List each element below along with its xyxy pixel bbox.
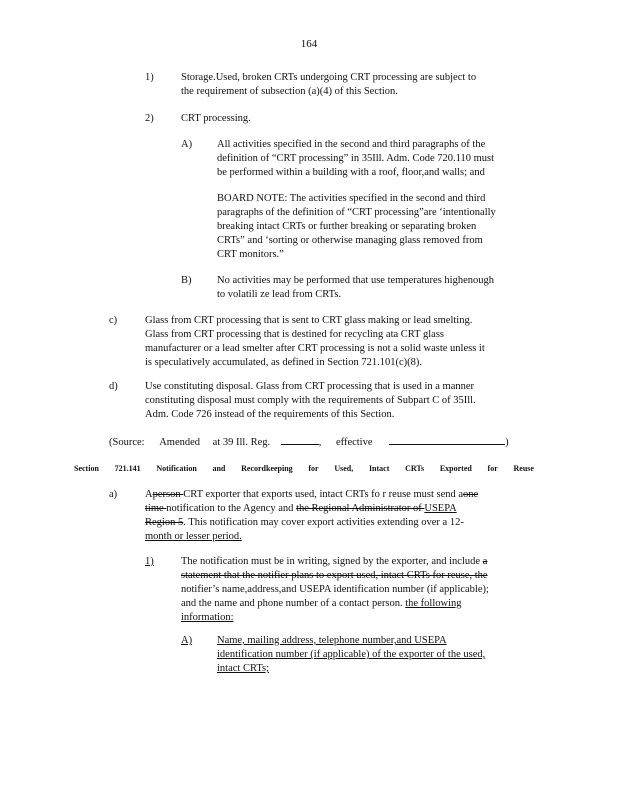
item-2b-label: B) [181,275,192,286]
source-effective: effective [335,437,373,448]
inserted-text: month or lesser period. [145,531,242,542]
heading-word: Used, [334,464,354,473]
text-line: No activities may be performed that use temperatures highenough [217,275,494,286]
text-line: notifier’s name,address,and USEPA identification number (if applicable); [181,584,489,595]
heading-word: and [212,464,226,473]
text-line [181,611,537,625]
deleted-text: person [152,489,184,500]
text-line [181,555,537,569]
text-line: Adm. Code 726 instead of the requirements of this Section. [145,409,395,420]
heading-word: Section [74,464,99,473]
item-a-text [145,488,540,544]
text-line: definition of “CRT processing” in 35Ill. Adm. Code 720.110 must [217,153,495,164]
text-line: identification number (if applicable) of the exporter of the used, [217,649,486,660]
deleted-text: a [482,556,488,567]
item-2a-text [217,138,527,180]
deleted-text: time [145,503,167,514]
item-2-label: 2) [145,113,154,124]
text-run: . This notification may cover export activities extending over a 12- [183,517,464,528]
text-line: be performed within a building with a roof, floor,and walls; and [217,167,485,178]
item-2b-text [217,274,527,302]
text-line: BOARD NOTE: The activities specified in the second and third [217,193,486,204]
item-a1a-text [217,634,527,676]
heading-word: Notification [156,464,197,473]
text-line [145,502,540,516]
item-2-text: CRT processing. [181,113,251,124]
item-a1-text [181,555,537,625]
section-heading [74,462,534,476]
inserted-text: USEPA [424,503,457,514]
item-d-label: d) [109,381,118,392]
heading-word: for [308,464,319,473]
deleted-text: the Regional Administrator of [296,503,425,514]
heading-word: CRTs [405,464,425,473]
text-line [181,597,537,611]
heading-word: 721.141 [114,464,141,473]
source-close: ) [505,437,509,448]
inserted-text: information: [181,612,234,623]
heading-word: Exported [439,464,472,473]
item-2a-label: A) [181,139,193,150]
text-line: Use constituting disposal. Glass from CRT processing that is used in a manner [145,381,475,392]
deleted-text: statement that the notifier plans to export used, intact CRTs for reuse, the [181,570,488,581]
source-open: (Source: [109,437,145,448]
source-amended: Amended [159,437,201,448]
text-line: All activities specified in the second and third paragraphs of the [217,139,486,150]
text-line: Glass from CRT processing that is destined for recycling ata CRT glass [145,329,445,340]
heading-word: Intact [368,464,390,473]
text-line [145,488,540,502]
item-a1-label: 1) [145,556,154,567]
text-line: CRT monitors.” [217,249,284,260]
text-line: intact CRTs; [217,663,270,674]
source-reg: at 39 Ill. Reg. [212,437,271,448]
item-c-label: c) [109,315,118,326]
text-line: is speculatively accumulated, as defined in Section 721.101(c)(8). [145,357,422,368]
text-line [145,530,540,544]
source-note [109,434,509,450]
text-line: breaking intact CRTs or further breaking or separating broken [217,221,477,232]
item-1-label: 1) [145,72,154,83]
text-run: CRT exporter that exports used, intact CRTs fo r reuse must send a [183,489,464,500]
text-run: The notification must be in writing, signed by the exporter, and include [181,556,483,567]
heading-word: for [487,464,498,473]
text-run: and the name and phone number of a contact person. [181,598,406,609]
inserted-text: the following [405,598,462,609]
text-run: A [145,489,153,500]
deleted-text: Region 5 [145,517,184,528]
item-1-text [181,71,522,99]
item-c-text [145,314,537,370]
item-a-label: a) [109,489,118,500]
text-line [181,569,537,583]
text-line: paragraphs of the definition of “CRT processing”are ‘intentionally [217,207,496,218]
heading-word: Reuse [513,464,534,473]
text-line: Glass from CRT processing that is sent to CRT glass making or lead smelting. [145,315,473,326]
deleted-text: one [463,489,479,500]
page-number: 164 [300,38,318,50]
item-d-text [145,380,537,422]
text-line: Storage.Used, broken CRTs undergoing CRT processing are subject to [181,72,477,83]
item-a1a-label: A) [181,635,193,646]
text-line [145,516,540,530]
source-reg-blank [281,434,319,445]
text-run: notification to the Agency and [166,503,297,514]
text-line: constituting disposal must comply with the requirements of Subpart C of 35Ill. [145,395,476,406]
board-note [217,192,527,262]
source-comma: , [318,437,322,448]
text-line: Name, mailing address, telephone number,and USEPA [217,635,447,646]
text-line: the requirement of subsection (a)(4) of this Section. [181,86,398,97]
text-line: CRTs” and ‘sorting or otherwise managing glass removed from [217,235,483,246]
heading-word: Recordkeeping [241,464,293,473]
source-effective-blank [389,434,505,445]
text-line: to volatili ze lead from CRTs. [217,289,342,300]
text-line: manufacturer or a lead smelter after CRT processing is not a solid waste unless it [145,343,485,354]
